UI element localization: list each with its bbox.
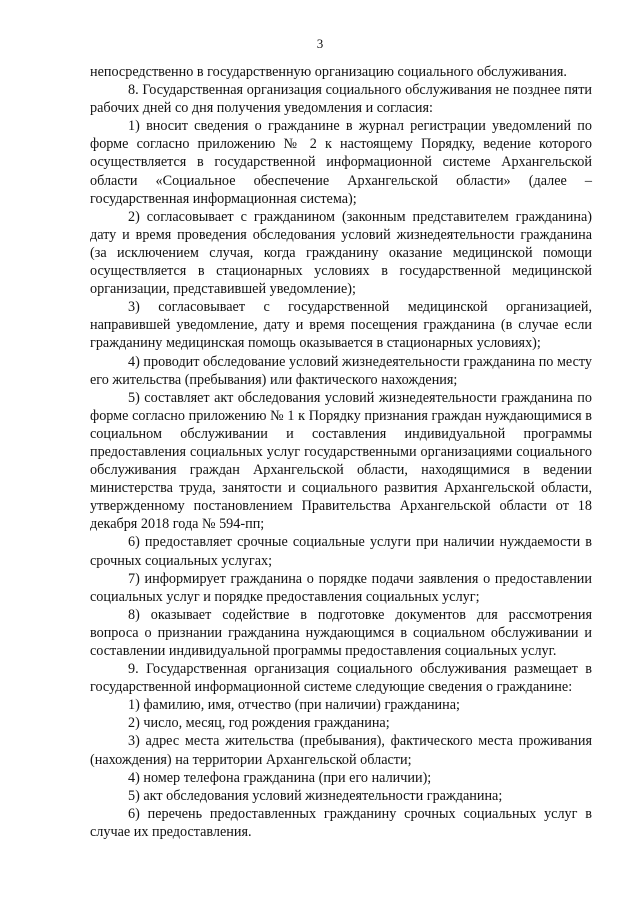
paragraph-subitem-8-8: 8) оказывает содействие в подготовке документов для рассмотрения вопроса о признании гражданина нуждающимся в социальном обслуживании и составлении индивидуальной программы предоставления социальных услуг. — [90, 606, 592, 659]
paragraph-subitem-8-7: 7) информирует гражданина о порядке подачи заявления о предоставлении социальных услуг и порядке предоставления социальных услуг; — [90, 570, 592, 605]
paragraph-subitem-8-1: 1) вносит сведения о гражданине в журнал регистрации уведомлений по форме согласно приложению № 2 к настоящему Порядку, ведение которого осуществляется в государственной информационной системе Архангельской области «Социальное обеспечение Архангельской области» (далее – государственная информационная система); — [90, 118, 592, 207]
paragraph-subitem-8-5: 5) составляет акт обследования условий жизнедеятельности гражданина по форме согласно приложению № 1 к Порядку признания граждан нуждающимися в социальном обслуживании и составления индивидуальной программы предоставления социальных услуг государственными организациями социального обслуживания граждан Архангельской области, находящимися в ведении министерства труда, занятости и социального развития Архангельской области, утвержденному постановлением Правительства Архангельской области от 18 декабря 2018 года № 594-пп; — [90, 389, 592, 533]
paragraph-subitem-8-2: 2) согласовывает с гражданином (законным представителем гражданина) дату и время проведения обследования условий жизнедеятельности гражданина (за исключением случая, когда гражданину оказание медицинской помощи осуществляется в стационарных условиях в государственной медицинской организации, представившей уведомление); — [90, 208, 592, 298]
paragraph-subitem-9-1: 1) фамилию, имя, отчество (при наличии) гражданина; — [128, 697, 460, 714]
paragraph-item-9: 9. Государственная организация социального обслуживания размещает в государственной информационной системе следующие сведения о гражданине: — [90, 661, 592, 696]
paragraph-subitem-9-6: 6) перечень предоставленных гражданину срочных социальных услуг в случае их предоставления. — [90, 805, 592, 840]
paragraph-subitem-9-3: 3) адрес места жительства (пребывания), фактического места проживания (нахождения) на территории Архангельской области; — [90, 733, 592, 768]
paragraph-subitem-8-6: 6) предоставляет срочные социальные услуги при наличии нуждаемости в срочных социальных услугах; — [90, 534, 592, 569]
paragraph-subitem-8-3: 3) согласовывает с государственной медицинской организацией, направившей уведомление, дату и время посещения гражданина (в случае если гражданину медицинская помощь оказывается в стационарных условиях); — [90, 299, 592, 352]
document-body — [90, 63, 592, 841]
paragraph-subitem-9-4: 4) номер телефона гражданина (при его наличии); — [128, 769, 432, 786]
paragraph-subitem-8-4: 4) проводит обследование условий жизнедеятельности гражданина по месту его жительства (пребывания) или фактического нахождения; — [90, 353, 592, 388]
paragraph-continuation: непосредственно в государственную организацию социального обслуживания. — [90, 64, 567, 80]
paragraph-item-8: 8. Государственная организация социального обслуживания не позднее пяти рабочих дней со дня получения уведомления и согласия: — [90, 82, 592, 117]
page-number: 3 — [316, 36, 324, 51]
paragraph-subitem-9-5: 5) акт обследования условий жизнедеятельности гражданина; — [128, 787, 503, 804]
paragraph-subitem-9-2: 2) число, месяц, год рождения гражданина; — [128, 715, 390, 732]
